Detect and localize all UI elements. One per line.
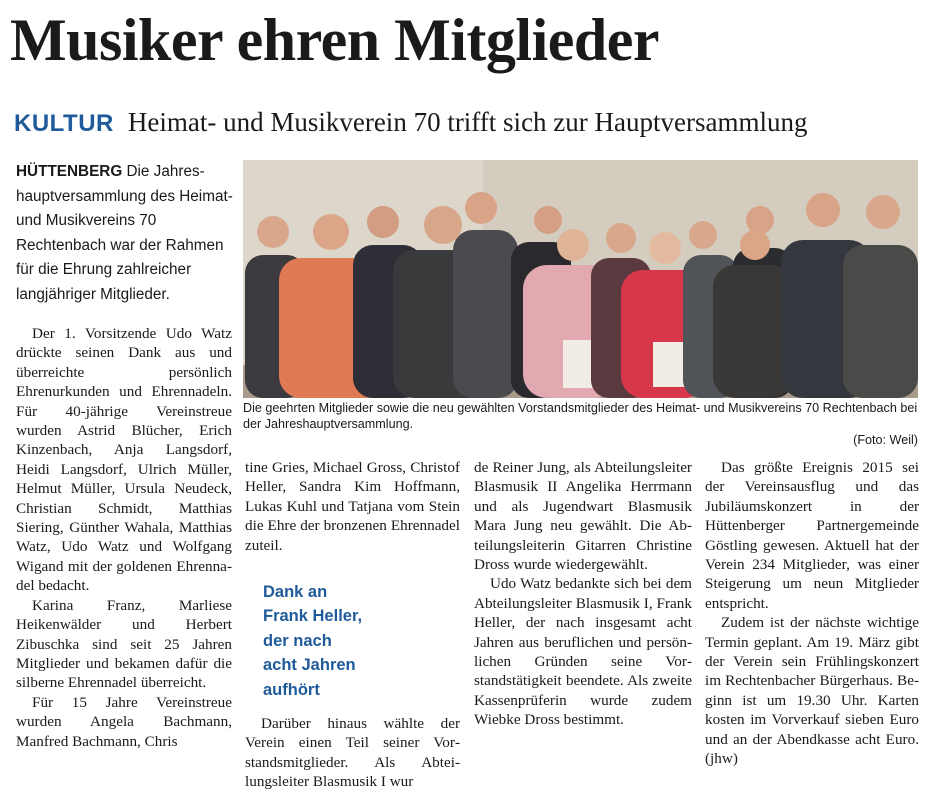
body-column-4	[705, 458, 919, 800]
pull-quote-line: der nach	[263, 631, 332, 650]
section-kicker: KULTUR	[14, 110, 114, 137]
group-photo-illustration	[243, 160, 918, 398]
headline: Musiker ehren Mitglieder	[10, 7, 659, 73]
body-paragraph: Darüber hinaus wählte der Verein einen Teil seiner Vorstandsmitglieder. Als Abteilungsleiter Blasmusik I wur	[245, 715, 460, 791]
subhead	[14, 106, 807, 143]
pull-quote-line: acht Jahren	[263, 656, 356, 675]
body-paragraph: Karina Franz, Marliese Heikenwälder und Herbert Zibuschka sind seit 25 Jahren Mitglieder und bekamen dafür die silberne Ehrennadel überreicht.	[16, 596, 232, 692]
body-paragraph: Zudem ist der nächste wichtige Termin geplant. Am 19. März gibt der Verein sein Frühlingskonzert im Rechtenbacher Bürgerhaus. Beginn ist um 19.30 Uhr. Karten kosten im Vorverkauf sieben Euro und an der Abendkasse acht Euro. (jhw)	[705, 614, 919, 768]
caption-text: Die geehrten Mitglieder sowie die neu gewählten Vorstandsmitglieder des Heimat- und Musikvereins 70 Rechtenbach bei der Jahreshauptversammlung.	[243, 401, 918, 431]
pull-quote-line: Frank Heller,	[263, 607, 363, 626]
body-paragraph: Der 1. Vorsitzende Udo Watz drückte seinen Dank aus und überreichte persönlich Ehrenurkunden und Ehrennadeln. Für 40-jährige Vereinstreue wurden Astrid Blücher, Erich Kinzenbach, Anja Langsdorf, Heidi Langsdorf, Ulrich Müller, Helmut Müller, Ursula Neudeck, Christian Schmidt, Matthias Siering, Günther Wahala, Matthias Watz, Udo Watz und Wolfgang Wigand mit der goldenen Ehrennadel bedacht.	[16, 325, 232, 595]
body-paragraph: Für 15 Jahre Vereinstreue wurden Angela Bachmann, Manfred Bachmann, Chris	[16, 693, 232, 750]
photo-credit: (Foto: Weil)	[853, 433, 918, 447]
subtitle: Heimat- und Musikverein 70 trifft sich zur Hauptversammlung	[127, 107, 808, 137]
body-column-1	[16, 324, 232, 800]
pull-quote-line: aufhört	[263, 680, 320, 699]
lead-text: Die Jahreshauptversammlung des Heimat- und Musikvereins 70 Rechtenbach war der Rahmen für die Ehrung zahlreicher langjähriger Mitglieder.	[16, 163, 233, 303]
body-column-2-lower	[245, 714, 460, 800]
body-paragraph: Das größte Ereignis 2015 sei der Vereinsausflug und das Jubiläumskonzert in der Hüttenberger Partnergemeinde Göstling gewesen. Aktuell hat der Verein 234 Mitglieder, was einer Steigerung um neun Mitglieder entspricht.	[705, 459, 919, 612]
body-paragraph: Udo Watz bedankte sich bei dem Abteilungsleiter Blasmusik I, Frank Heller, der nach insgesamt acht Jahren aus beruflichen und persönlichen Gründen seine Vorstandstätigkeit beendete. Als zweite Kassenprüferin wurde zudem Wiebke Dross bestimmt.	[474, 575, 692, 729]
body-column-2	[245, 458, 460, 578]
body-column-3	[474, 458, 692, 800]
dateline: HÜTTENBERG	[16, 163, 123, 180]
body-paragraph: de Reiner Jung, als Abteilungsleiter Blasmusik II Angelika Herrmann und als Jugendwart Blasmusik Mara Jung neu gewählt. Die Abteilungsleiterin Gitarren Christine Dross wurde wiedergewählt.	[474, 459, 692, 574]
body-paragraph: tine Gries, Michael Gross, Christof Heller, Sandra Kim Hoffmann, Lukas Kuhl und Tatjana vom Stein die Ehre der bronzenen Ehrennadel zuteil.	[245, 459, 460, 554]
pull-quote	[263, 580, 443, 702]
lead-paragraph	[16, 160, 234, 308]
pull-quote-line: Dank an	[263, 583, 328, 601]
photo-caption	[243, 400, 918, 448]
group-photo	[243, 160, 918, 398]
